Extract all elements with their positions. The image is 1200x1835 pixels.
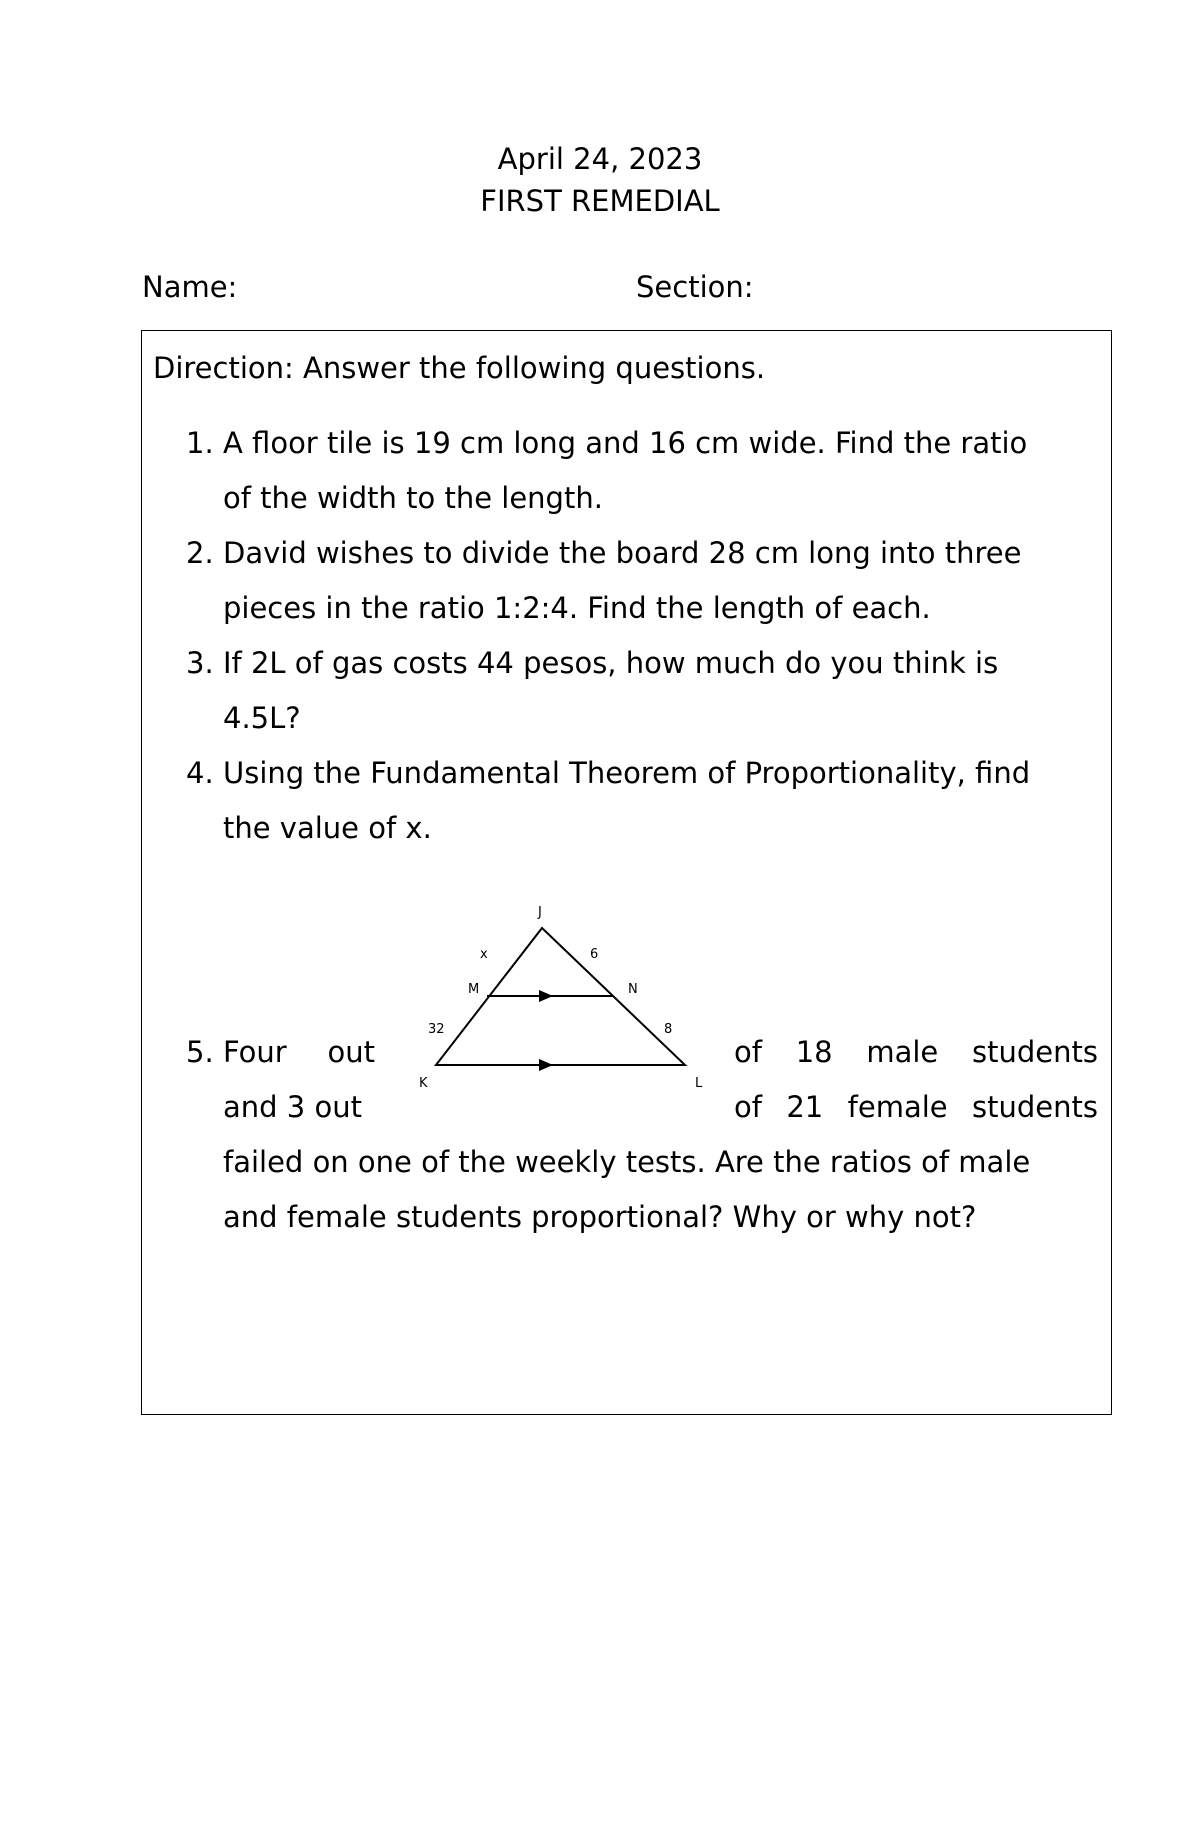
segment-label-32: 32 bbox=[428, 1022, 445, 1037]
section-label: Section: bbox=[636, 270, 754, 304]
triangle-diagram bbox=[410, 895, 710, 1095]
question-2-line-2: pieces in the ratio 1:2:4. Find the length of each. bbox=[223, 591, 931, 625]
question-5-line-3: failed on one of the weekly tests. Are the ratios of male bbox=[223, 1145, 1031, 1179]
question-3-line-1: If 2L of gas costs 44 pesos, how much do you think is bbox=[223, 646, 999, 680]
vertex-label-n: N bbox=[628, 982, 638, 997]
direction-text: Direction: Answer the following questions. bbox=[153, 351, 766, 385]
vertex-label-k: K bbox=[419, 1076, 428, 1091]
worksheet-date: April 24, 2023 bbox=[497, 142, 703, 176]
question-5-right-line-1: of 18 male students bbox=[734, 1035, 1098, 1069]
question-4-line-1: Using the Fundamental Theorem of Proportionality, find bbox=[223, 756, 1031, 790]
segment-label-6: 6 bbox=[590, 947, 599, 962]
vertex-label-j: J bbox=[538, 905, 542, 920]
segment-label-x: x bbox=[480, 947, 488, 962]
worksheet-title: FIRST REMEDIAL bbox=[480, 184, 720, 218]
question-3-line-2: 4.5L? bbox=[223, 701, 301, 735]
question-5-right-line-2: of 21 female students bbox=[734, 1090, 1098, 1124]
segment-label-8: 8 bbox=[664, 1022, 673, 1037]
vertex-label-m: M bbox=[468, 982, 480, 997]
question-5-left-line-2: and 3 out bbox=[223, 1090, 362, 1124]
question-1-line-2: of the width to the length. bbox=[223, 481, 603, 515]
question-5-number: 5. bbox=[186, 1035, 214, 1069]
question-4-number: 4. bbox=[186, 756, 214, 790]
question-4-line-2: the value of x. bbox=[223, 811, 432, 845]
question-5-line-4: and female students proportional? Why or why not? bbox=[223, 1200, 977, 1234]
question-2-line-1: David wishes to divide the board 28 cm long into three bbox=[223, 536, 1022, 570]
question-1-line-1: A floor tile is 19 cm long and 16 cm wide. Find the ratio bbox=[223, 426, 1028, 460]
question-2-number: 2. bbox=[186, 536, 214, 570]
question-5-left-line-1: Four out bbox=[223, 1035, 375, 1069]
question-3-number: 3. bbox=[186, 646, 214, 680]
name-label: Name: bbox=[142, 270, 238, 304]
parallel-arrow-kl bbox=[539, 1059, 553, 1071]
parallel-arrow-mn bbox=[539, 990, 553, 1002]
question-1-number: 1. bbox=[186, 426, 214, 460]
vertex-label-l: L bbox=[695, 1076, 703, 1091]
